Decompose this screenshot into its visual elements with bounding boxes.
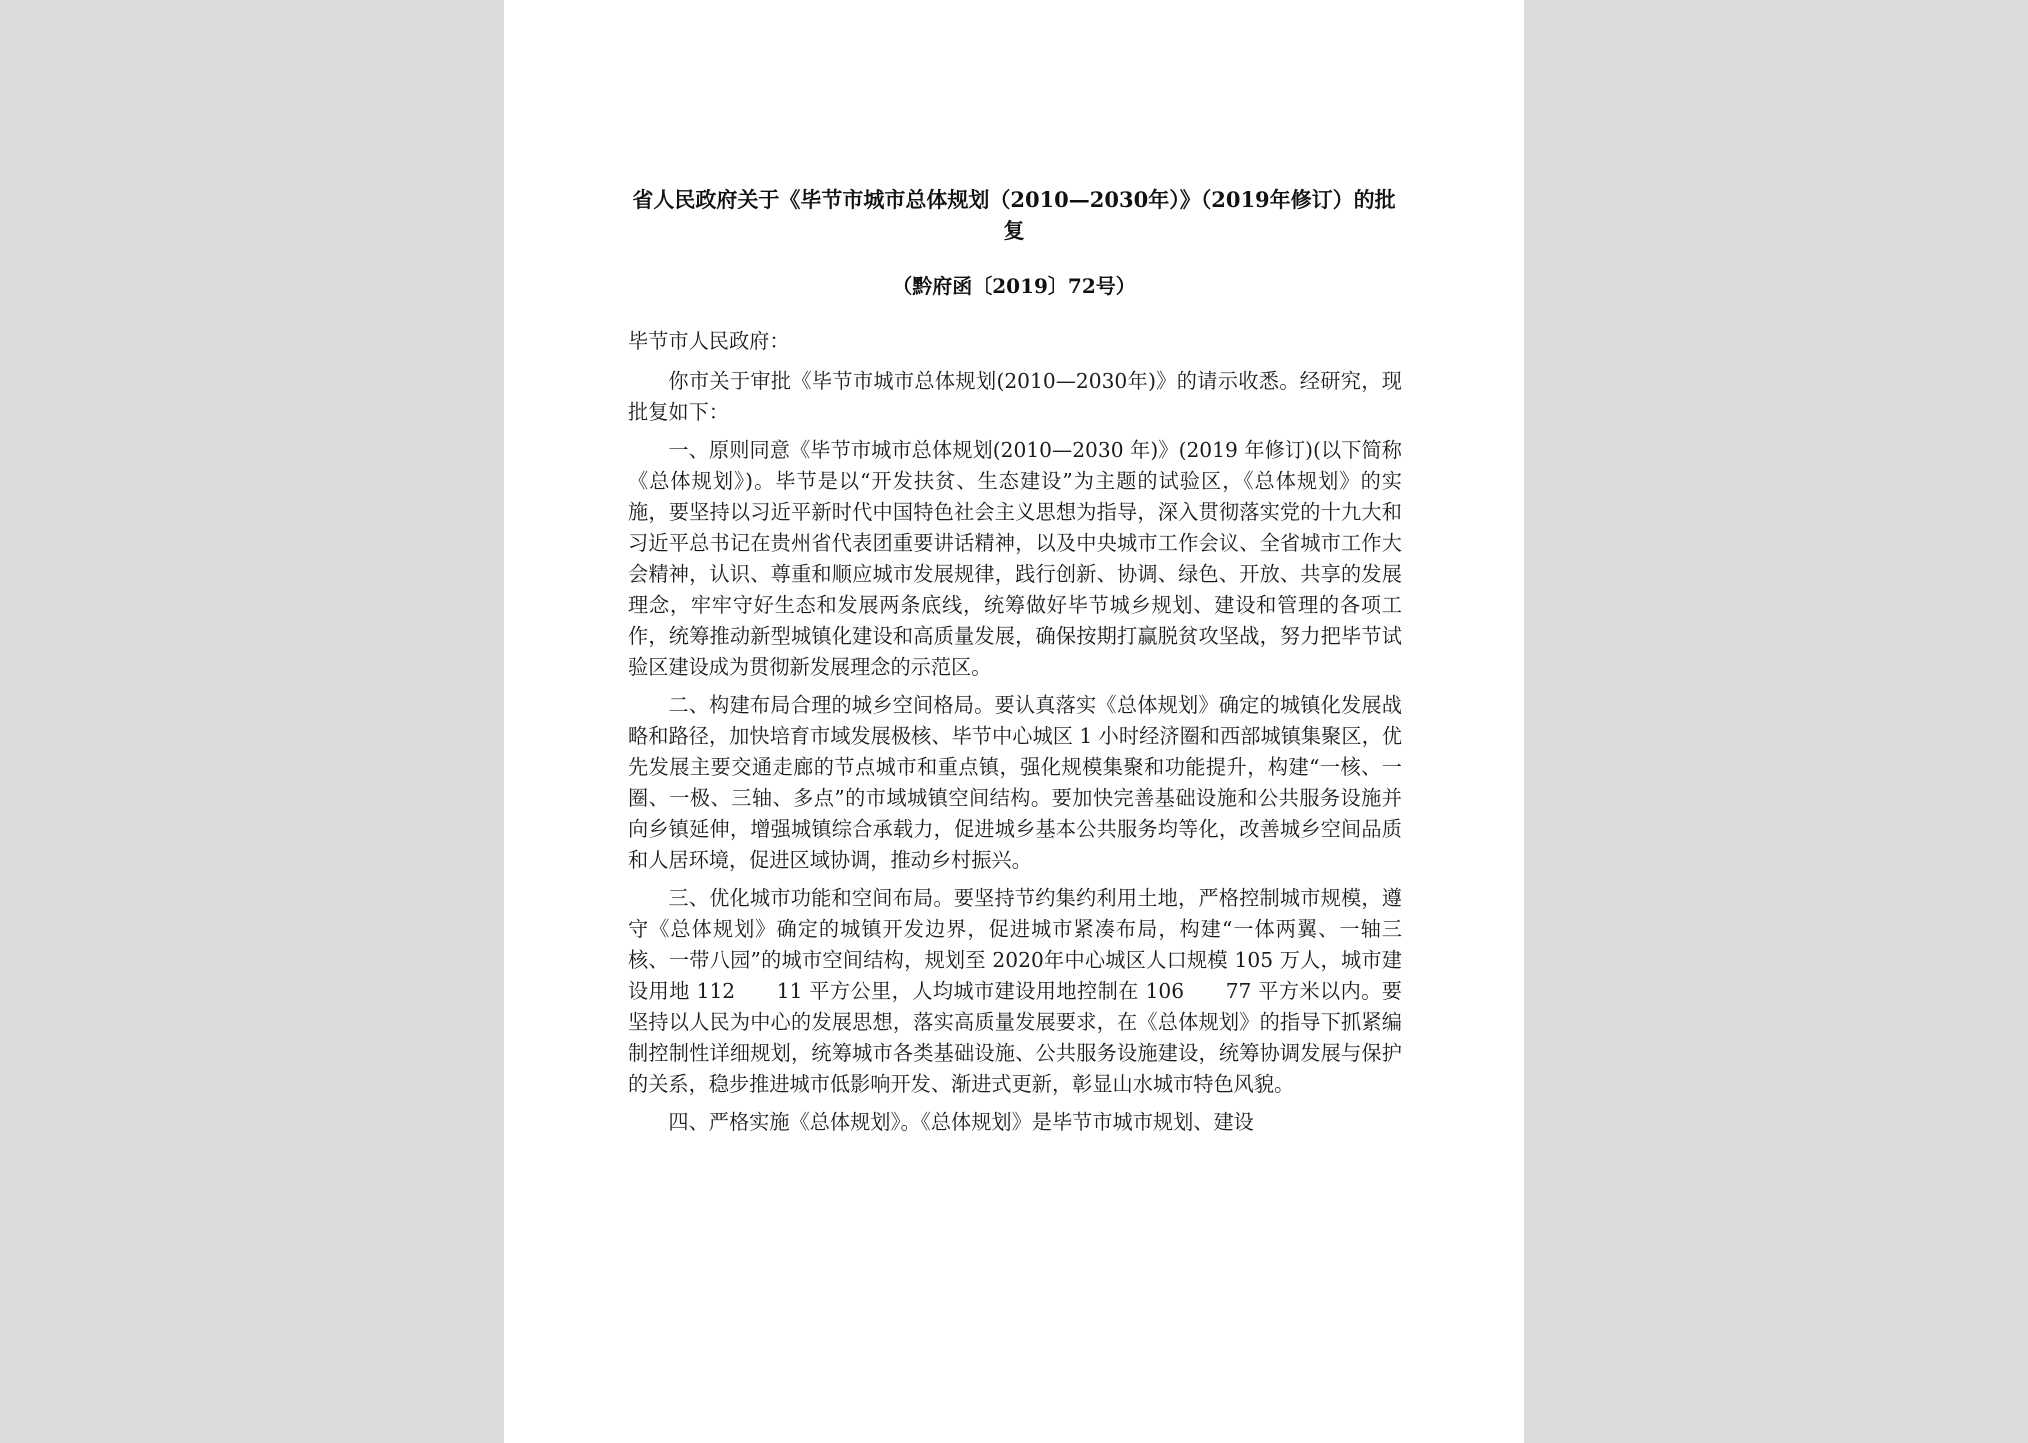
paragraph: 二、构建布局合理的城乡空间格局。要认真落实《总体规划》确定的城镇化发展战略和路径，加快培育市域发展极核、毕节中心城区 1 小时经济圈和西部城镇集聚区，优先发展主要交通走廊的节点城市和重点镇，强化规模集聚和功能提升，构建“一核、一圈、一极、三轴、多点”的市域城镇空间结构。要加快完善基础设施和公共服务设施并向乡镇延伸，增强城镇综合承载力，促进城乡基本公共服务均等化，改善城乡空间品质和人居环境，促进区域协调，推动乡村振兴。 bbox=[628, 693, 1402, 872]
paragraph: 一、原则同意《毕节市城市总体规划(2010—2030 年)》(2019 年修订)(以下简称《总体规划》)。毕节是以“开发扶贫、生态建设”为主题的试验区，《总体规划》的实施，要坚持以习近平新时代中国特色社会主义思想为指导，深入贯彻落实党的十九大和习近平总书记在贵州省代表团重要讲话精神，以及中央城市工作会议、全省城市工作大会精神，认识、尊重和顺应城市发展规律，践行创新、协调、绿色、开放、共享的发展理念，牢牢守好生态和发展两条底线，统筹做好毕节城乡规划、建设和管理的各项工作，统筹推动新型城镇化建设和高质量发展，确保按期打赢脱贫攻坚战，努力把毕节试验区建设成为贯彻新发展理念的示范区。 bbox=[628, 438, 1402, 679]
paragraph: 四、严格实施《总体规划》。《总体规划》是毕节市城市规划、建设 bbox=[668, 1110, 1254, 1134]
document-number: （黔府函〔2019〕72号） bbox=[892, 274, 1136, 298]
document-page bbox=[504, 0, 1524, 1443]
paragraph: 三、优化城市功能和空间布局。要坚持节约集约利用土地，严格控制城市规模，遵守《总体规划》确定的城镇开发边界，促进城市紧凑布局，构建“一体两翼、一轴三核、一带八园”的城市空间结构，规划至 2020年中心城区人口规模 105 万人，城市建设用地 112 11 平方公里，人均城市建设用地控制在 106 77 平方米以内。要坚持以人民为中心的发展思想，落实高质量发展要求，在《总体规划》的指导下抓紧编制控制性详细规划，统筹城市各类基础设施、公共服务设施建设，统筹协调发展与保护的关系，稳步推进城市低影响开发、渐进式更新，彰显山水城市特色风貌。 bbox=[628, 886, 1402, 1096]
document-title: 省人民政府关于《毕节市城市总体规划（2010—2030年）》（2019年修订）的批复 bbox=[632, 187, 1396, 243]
salutation: 毕节市人民政府： bbox=[628, 329, 790, 353]
paragraph: 你市关于审批《毕节市城市总体规划(2010—2030年)》的请示收悉。经研究，现批复如下： bbox=[628, 369, 1402, 424]
document-body bbox=[628, 326, 1402, 1145]
